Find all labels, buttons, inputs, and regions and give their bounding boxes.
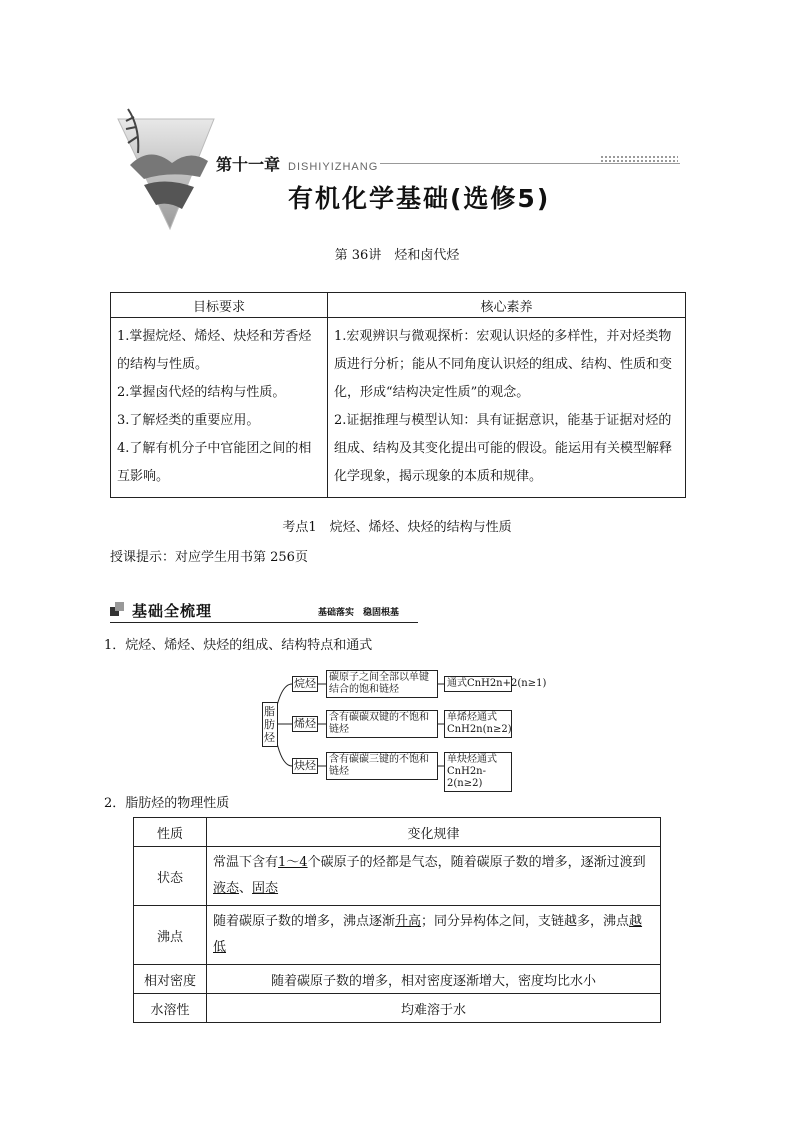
property-name: 水溶性 — [134, 994, 207, 1023]
goal-item: 1.掌握烷烃、烯烃、炔烃和芳香烃的结构与性质。 — [117, 329, 312, 372]
chapter-number: 第十一章 — [216, 155, 281, 174]
alkene-desc: 含有碳碳双键的不饱和链烃 — [326, 710, 438, 738]
rule-text: 个碳原子的烃都是气态，随着碳原子数的增多，逐渐过渡到 — [307, 855, 646, 870]
alkyne-formula — [444, 752, 512, 792]
chapter-label — [216, 152, 378, 175]
property-name: 沸点 — [134, 906, 207, 965]
formula-label: 通式 — [447, 678, 467, 689]
literacy-header: 核心素养 — [328, 293, 686, 318]
property-name: 相对密度 — [134, 965, 207, 994]
alkane-desc: 碳原子之间全部以单键结合的饱和链烃 — [326, 670, 438, 698]
rule-header: 变化规律 — [207, 818, 661, 847]
table-row — [134, 847, 661, 906]
rule-text: 常温下含有 — [213, 855, 279, 870]
literacy-item: 1.宏观辨识与微观探析：宏观认识烃的多样性，并对烃类物质进行分析；能从不同角度认识烃的组成、结构、性质和变化，形成“结构决定性质”的观念。 — [334, 329, 673, 400]
goals-table — [110, 292, 686, 498]
item-heading: 1．烷烃、烯烃、炔烃的组成、结构特点和通式 — [104, 638, 373, 653]
item-heading: 2．脂肪烃的物理性质 — [104, 796, 230, 811]
table-row — [134, 965, 661, 994]
chapter-pinyin: DISHIYIZHANG — [288, 161, 379, 173]
alkyne-box: 炔烃 — [294, 759, 316, 772]
table-row — [134, 994, 661, 1023]
property-rule — [207, 906, 661, 965]
property-rule — [207, 847, 661, 906]
answer-blank: 液态 — [213, 881, 240, 896]
section-title: 基础全梳理 — [132, 602, 213, 620]
answer-blank: 升高 — [395, 914, 422, 929]
alkyne-desc: 含有碳碳三键的不饱和链烃 — [326, 752, 438, 780]
property-header: 性质 — [134, 818, 207, 847]
literacy-item: 2.证据推理与模型认知：具有证据意识，能基于证据对烃的组成、结构及其变化提出可能的假设。能运用有关模型解释化学现象，揭示现象的本质和规律。 — [334, 413, 673, 484]
goal-item: 4.了解有机分子中官能团之间的相互影响。 — [117, 441, 312, 484]
answer-blank: 越低 — [213, 914, 643, 955]
formula-label: 单炔烃通式 — [447, 754, 497, 765]
page-title: 有机化学基础(选修5) — [288, 184, 551, 213]
rule-text: 、 — [239, 881, 253, 896]
alkene-formula — [444, 710, 512, 738]
answer-blank: 固态 — [252, 881, 279, 896]
topic-heading: 考点1 烷烃、烯烃、炔烃的结构与性质 — [282, 520, 512, 535]
answer-blank: 1～4 — [278, 855, 308, 870]
goals-cell — [111, 318, 328, 498]
goal-item: 2.掌握卤代烃的结构与性质。 — [117, 385, 286, 400]
property-rule: 随着碳原子数的增多，相对密度逐渐增大，密度均比水小 — [207, 965, 661, 994]
formula: CnH2n-2(n≥2) — [447, 766, 486, 789]
goal-item: 3.了解烃类的重要应用。 — [117, 413, 260, 428]
rule-text: 随着碳原子数的增多，沸点逐渐 — [213, 914, 396, 929]
section-subtitle: 基础落实 稳固根基 — [318, 608, 400, 618]
formula: CnH2n+2(n≥1) — [467, 678, 547, 689]
lecture-title: 第 36讲 烃和卤代烃 — [334, 248, 460, 263]
literacy-cell — [328, 318, 686, 498]
dotted-decoration — [600, 155, 678, 162]
hydrocarbon-diagram — [258, 668, 547, 789]
section-header — [110, 600, 418, 623]
chapter-header — [110, 105, 690, 235]
formula: CnH2n(n≥2) — [447, 724, 512, 735]
goals-header: 目标要求 — [111, 293, 328, 318]
property-rule: 均难溶于水 — [207, 994, 661, 1023]
formula-label: 单烯烃通式 — [447, 712, 497, 723]
property-name: 状态 — [134, 847, 207, 906]
rule-text: ；同分异构体之间，支链越多，沸点 — [421, 914, 630, 929]
properties-table — [133, 817, 661, 1023]
divider — [380, 163, 680, 164]
alkene-box: 烯烃 — [294, 717, 316, 730]
alkane-box: 烷烃 — [294, 677, 316, 690]
landscape-logo-icon — [110, 105, 220, 235]
teaching-tip: 授课提示：对应学生用书第 256页 — [110, 550, 308, 565]
table-row — [134, 906, 661, 965]
section-square-icon — [110, 602, 124, 616]
alkane-formula — [444, 676, 547, 692]
root-box: 脂肪烃 — [262, 702, 278, 747]
